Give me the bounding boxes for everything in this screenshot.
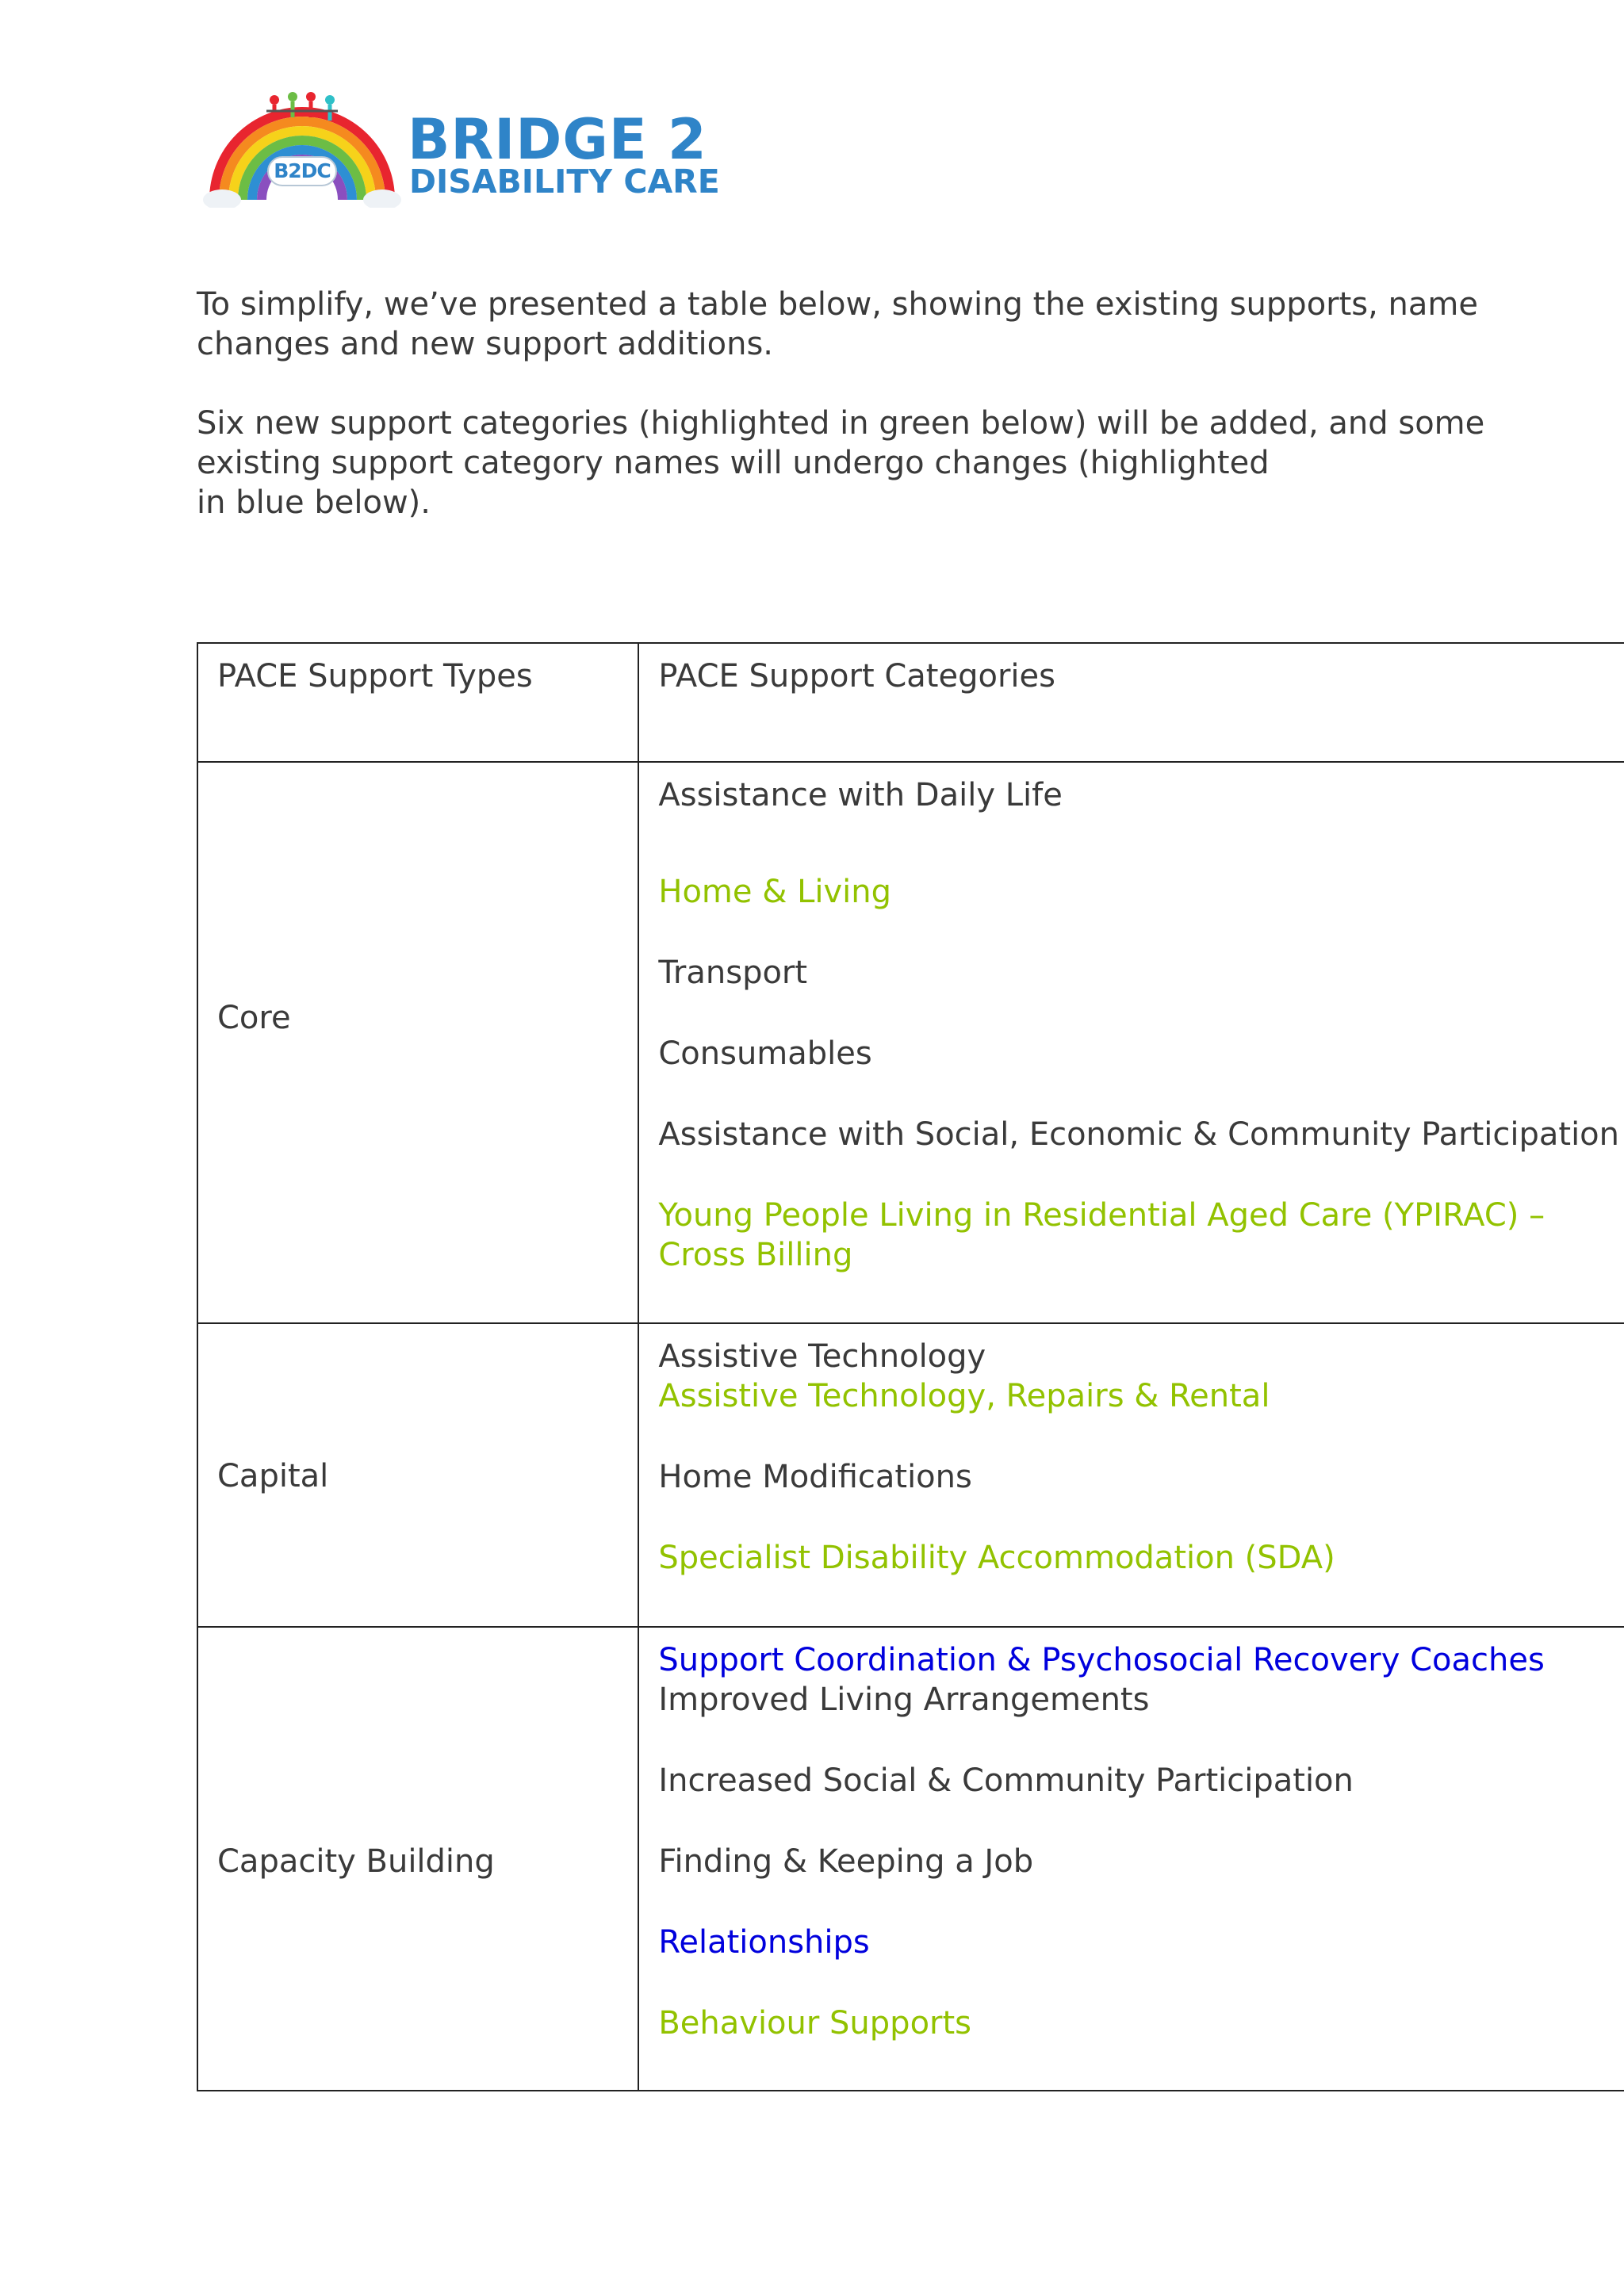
intro-paragraph-1 <box>197 285 1478 364</box>
logo-badge: B2DC <box>274 159 331 182</box>
category-item: Transport <box>658 955 808 991</box>
category-item: Home Modifications <box>658 1459 972 1495</box>
type-cell <box>197 762 638 1323</box>
category-item: Assistive Technology <box>658 1338 986 1375</box>
category-item: Assistive Technology, Repairs & Rental <box>658 1378 1270 1414</box>
category-item: Improved Living Arrangements <box>658 1682 1150 1718</box>
category-item: Home & Living <box>658 874 892 910</box>
logo-title: BRIDGE 2 <box>408 107 707 172</box>
table-row-capacity-building <box>197 1627 1624 2091</box>
category-item: Cross Billing <box>658 1237 853 1273</box>
table-header-row <box>197 643 1624 762</box>
category-item: Specialist Disability Accommodation (SDA) <box>658 1540 1335 1576</box>
categories-cell <box>638 1627 1624 2091</box>
category-item: Assistance with Social, Economic & Community Participation <box>658 1116 1619 1153</box>
category-item: Finding & Keeping a Job <box>658 1843 1034 1880</box>
type-cell <box>197 1323 638 1627</box>
support-type-label: Capacity Building <box>217 1843 495 1880</box>
intro-line: changes and new support additions. <box>197 326 773 362</box>
category-item: Young People Living in Residential Aged Care (YPIRAC) – <box>658 1197 1545 1234</box>
category-item: Behaviour Supports <box>658 2005 972 2042</box>
intro-line: in blue below). <box>197 484 431 521</box>
categories-cell <box>638 762 1624 1323</box>
category-item: Relationships <box>658 1924 870 1961</box>
table-row-core <box>197 762 1624 1323</box>
column-header: PACE Support Types <box>217 658 533 695</box>
header-cell-types <box>197 643 638 762</box>
support-type-label: Core <box>217 1000 291 1036</box>
logo-subtitle: DISABILITY CARE <box>409 163 720 201</box>
intro-line: To simplify, we’ve presented a table below, showing the existing supports, name <box>197 286 1478 323</box>
pace-support-table <box>197 642 1624 2091</box>
intro-line: Six new support categories (highlighted in green below) will be added, and some <box>197 405 1485 442</box>
category-item: Increased Social & Community Participation <box>658 1762 1354 1799</box>
column-header: PACE Support Categories <box>658 658 1055 695</box>
type-cell <box>197 1627 638 2091</box>
table-row-capital <box>197 1323 1624 1627</box>
support-type-label: Capital <box>217 1458 329 1494</box>
intro-line: existing support category names will undergo changes (highlighted <box>197 445 1270 481</box>
categories-cell <box>638 1323 1624 1627</box>
category-item: Assistance with Daily Life <box>658 777 1063 813</box>
header-cell-categories <box>638 643 1624 762</box>
rainbow-logo-icon <box>203 89 401 208</box>
intro-paragraph-2 <box>197 404 1484 522</box>
category-item: Consumables <box>658 1035 872 1072</box>
category-item: Support Coordination & Psychosocial Recovery Coaches <box>658 1642 1545 1678</box>
